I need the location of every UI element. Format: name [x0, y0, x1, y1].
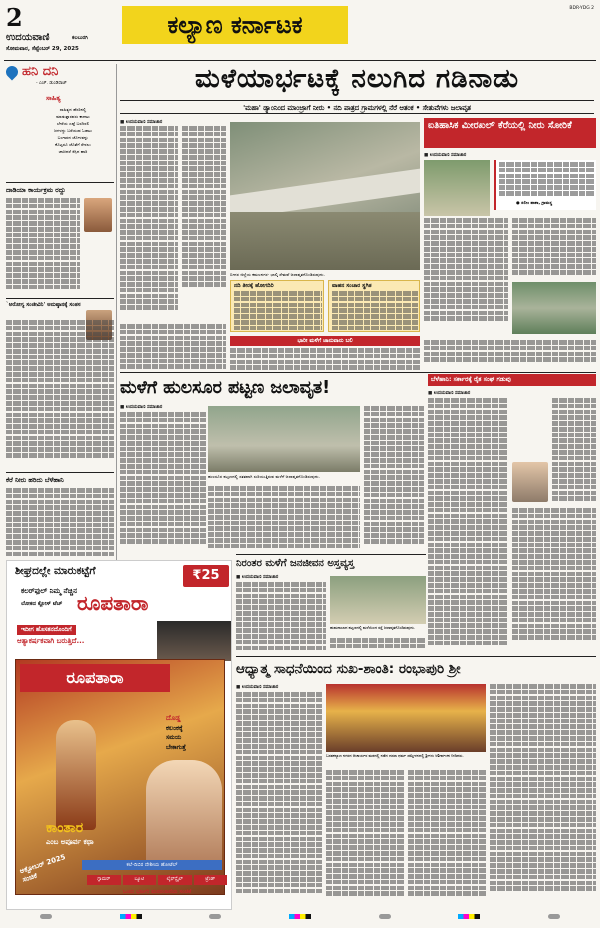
divider — [120, 372, 596, 373]
poem-line: ಚಾಚಿದರೆ ಕಿಗ್ಗಿದ ಹಾರಿ — [58, 149, 88, 154]
divider — [236, 554, 426, 555]
reporter-photo — [84, 198, 112, 232]
lead-body — [230, 348, 420, 370]
cover-line2: ಕಲಂಕಕ್ಕೆ — [166, 724, 183, 732]
magazine-cover — [15, 659, 225, 895]
reg-mark — [379, 914, 391, 919]
footer-tag: ಟ್ರೆಂಡ್ — [194, 875, 228, 885]
info-box — [230, 280, 324, 332]
brand-title: ಹನಿ ದನಿ — [22, 64, 59, 79]
ad-brand: ರೂಪತಾರಾ — [77, 591, 149, 615]
reg-mark — [120, 914, 142, 919]
box-body — [234, 291, 322, 331]
divider — [6, 182, 114, 183]
footer-tag: ಲೈಫ್‌ಸ್ಟೈಲ್ — [158, 875, 192, 885]
spiritual-byline: ■ ಉದಯವಾಣಿ ಸಮಾಚಾರ — [236, 685, 279, 690]
header-rule — [4, 60, 596, 61]
govt-body — [428, 398, 508, 648]
poem-line: ಸಾಹಿತ್ಯದ ಹೆಸರಿನಲ್ಲಿ — [59, 107, 87, 112]
quote-box — [494, 160, 596, 210]
ad-tag1: ಇದೀಗ ಹೊಸತನದೊಂದಿಗೆ — [17, 625, 76, 635]
poem-line: ಬಂಗಾರದ ಜೋಳವನ್ನು — [57, 135, 89, 140]
right-body — [512, 218, 596, 278]
reg-mark — [209, 914, 221, 919]
poem-body — [32, 106, 114, 155]
story-body — [6, 488, 114, 560]
ad-tag2: ಆತ್ಯಾಕರ್ಷಕವಾಗಿ ಬರುತ್ತಿದೆ... — [17, 637, 85, 645]
reg-mark — [40, 914, 52, 919]
photo-caption: ಬೀದರ ಜಿಲ್ಲೆಯ ಕಮಲನಗರ- ಭಾಲ್ಕಿ ಸೇತುವೆ ಜಲಾವೃತಗೊಂಡಿರುವುದು. — [230, 272, 325, 277]
ad-footer-tags — [87, 875, 227, 885]
right-headline: ಐತಿಹಾಸಿಕ ಮೀರಖಲ್ ಕೆರೆಯಲ್ಲಿ ನೀರು ಸೋರಿಕೆ — [428, 120, 572, 131]
divider — [236, 656, 596, 657]
cover-strip: ಕಲೆ-ದಿಬಿರ ದೇಶೀಯ ಹೋಟೆಲ್ — [82, 860, 222, 870]
paper-name: ಉದಯವಾಣಿ — [6, 32, 50, 43]
registration-marks — [40, 914, 560, 920]
lead-byline: ■ ಉದಯವಾಣಿ ಸಮಾಚಾರ — [120, 120, 163, 125]
lead-body — [120, 126, 178, 320]
poem-line: ಜಗಳದ್ದು ಬರೆಯುವ ಓಡಾಟ — [54, 128, 92, 133]
box-title: ವಾಹನ ಸಂಚಾರ ಸ್ಥಗಿತ — [332, 283, 372, 289]
lead-photo — [230, 122, 420, 270]
reg-mark — [458, 914, 480, 919]
spiritual-body — [236, 692, 322, 904]
cover-line4: ಬೇಕಾಗುತ್ತೆ — [166, 744, 186, 751]
ad-footer: ಒಂದು ಭರ್ಜರಿ ಮನರಂಜನೆಯ ಸಂಚಿಕೆ — [122, 889, 192, 895]
govt-story — [428, 374, 596, 654]
hulsoor-body — [364, 406, 424, 552]
corner-code: BDR-YDG 2 — [569, 6, 594, 11]
reg-mark — [548, 914, 560, 919]
story-headline: `ಅರೋಗ್ಯ ಸಂಜೀವಿನಿ' ಅನುಷ್ಠಾನಕ್ಕೆ ಸಂತಸ — [6, 302, 81, 308]
footer-tag: ಬ್ಯೂಟಿ — [123, 875, 157, 885]
rain-photo — [330, 576, 426, 624]
poem-line: ಮಾಡುತ್ತಾರವರು ಕಾದಾಟ — [56, 114, 90, 119]
story-headline: ಕೆರೆ ನೀರು ಹರಿದು ಬೆಳೆಹಾನಿ — [6, 476, 64, 484]
cover-actress — [146, 760, 222, 870]
right-caption — [424, 340, 596, 368]
poem-title: ಸಾಹಿತ್ಯ — [46, 94, 61, 102]
issue-date: ಸೋಮವಾರ, ಸೆಪ್ಟೆಂಬರ್ 29, 2025 — [6, 46, 79, 52]
right-byline: ■ ಉದಯವಾಣಿ ಸಮಾಚಾರ — [424, 153, 467, 158]
edition-label: ಕಲಬುರಗಿ — [72, 35, 88, 41]
rain-byline: ■ ಉದಯವಾಣಿ ಸಮಾಚಾರ — [236, 575, 279, 580]
lead-subhead: ಭಾರೀ ಮಳೆಗೆ ಜಾನುವಾರು ಬಲಿ — [230, 336, 420, 346]
leader-photo — [512, 462, 548, 502]
drop-icon — [6, 64, 20, 80]
divider — [6, 298, 114, 299]
masthead — [4, 3, 596, 58]
photo-caption: ಬಸವಕಲ್ಯಾಣ ನಗರದ ಆಚಾರ್ಯರ ಮಠದಲ್ಲಿ ನಡೆದ ದಸರಾ ಧರ್ಮ ಸಮ್ಮೇಳನದಲ್ಲಿ ಶ್ರೀಗಳು ಆಶೀರ್ವಚನ ನೀಡಿದರು. — [326, 753, 464, 758]
cover-brand: ರೂಪತಾರಾ — [20, 664, 170, 692]
spiritual-body — [490, 684, 596, 904]
right-photo — [512, 282, 596, 334]
water-shape — [230, 212, 420, 270]
hulsoor-photo — [208, 406, 360, 472]
cover-sub: ಎಂಬ ಅಪೂರ್ವ ಕಥಾ — [46, 838, 94, 846]
hulsoor-headline: ಮಳೆಗೆ ಹುಲಸೂರ ಪಟ್ಟಣ ಜಲಾವೃತ! — [120, 378, 331, 398]
ad-line1: ಶೀಘ್ರದಲ್ಲೇ ಮಾರುಕಟ್ಟೆಗೆ — [15, 565, 96, 577]
page-number: 2 — [6, 3, 23, 32]
rain-headline: ನಿರಂತರ ಮಳೆಗೆ ಜನಜೀವನ ಅಸ್ತವ್ಯಸ್ತ — [236, 558, 355, 569]
section-banner: ಕಲ್ಯಾಣ ಕರ್ನಾಟಕ — [122, 6, 348, 44]
photo-caption: ಹುಲಸೂರ ಪಟ್ಟಣದಲ್ಲಿ ಸತತವಾಗಿ ಸುರಿಯುತ್ತಿರುವ ಮಳೆಗೆ ಜಲಾವೃತಗೊಂಡಿರುವುದು. — [208, 474, 320, 479]
right-photo — [424, 160, 490, 216]
govt-body — [552, 398, 596, 508]
spiritual-photo — [326, 684, 486, 752]
cover-line1: ದೊಡ್ಡ — [166, 714, 181, 722]
cover-movie: ಕಾಂತಾರ — [46, 820, 84, 836]
govt-headline: ಬೆಳೆಹಾನಿ: ಸರ್ಕಾರಕ್ಕೆ ರೈತ ಸಂಘ ಗಡುವು — [431, 376, 511, 383]
lead-body — [120, 324, 226, 370]
ad-actor-photo — [157, 621, 232, 661]
story-headline: ದಾಡಿಯಾ ಕಾರ್ಯಕ್ರಮ ರದ್ದು — [6, 186, 66, 194]
govt-byline: ■ ಉದಯವಾಣಿ ಸಮಾಚಾರ — [428, 391, 471, 396]
right-body — [424, 218, 508, 328]
hulsoor-byline: ■ ಉದಯವಾಣಿ ಸಮಾಚಾರ — [120, 405, 163, 410]
reg-mark — [289, 914, 311, 919]
box-body — [332, 291, 418, 331]
ad-price: ₹25 — [183, 565, 229, 587]
left-column — [6, 64, 114, 562]
quote-name: ● ಸಲೀಂ ಪಾಶಾ, ಗ್ರಾಮಸ್ಥ — [516, 200, 553, 205]
footer-tag: ಗ್ಲಾಮರ್ — [87, 875, 121, 885]
spiritual-headline: ಆಧ್ಯಾತ್ಮ ಸಾಧನೆಯಿಂದ ಸುಖ-ಶಾಂತಿ: ರಂಭಾಪುರಿ ಶ್ರೀ — [236, 661, 461, 677]
lead-body — [182, 126, 226, 320]
story-body — [6, 198, 80, 294]
hulsoor-body — [208, 486, 360, 552]
poem-line: ಬೇರೆಯ ಎಷ್ಟೆ ಬರದಿರಲಿ — [56, 121, 90, 126]
brand-author: - ಎಚ್. ಡುಂಡಿರಾಜ್ — [36, 81, 67, 86]
poem-line: ಕೊಟ್ಟರೂ ಜೊತೆಗೆ ಸೇರಲು — [55, 142, 91, 147]
info-box — [328, 280, 420, 332]
govt-body — [512, 508, 596, 648]
divider — [6, 472, 114, 473]
column-rule — [116, 64, 117, 560]
cover-issue: ಅಕ್ಟೋಬರ್ 2025 ಸಂಚಿಕೆ — [18, 852, 67, 884]
box-title: ನದಿ ತೀರಕ್ಕೆ ಹೋಗದಿರಿ — [234, 283, 274, 289]
spiritual-body — [408, 770, 486, 904]
ad-line2: ಕಲರ್‌ಫುಲ್ ನಿಮ್ಮ ನೆಚ್ಚಿನ — [21, 587, 77, 595]
lead-strap: 'ಮಹಾ' ಡ್ಯಾಂನಿಂದ ಮಾಂಜ್ರಾಗೆ ನೀರು • ನದಿ ಪಾತ್ರದ ಗ್ರಾಮಗಳಲ್ಲಿ ನೆರೆ ಆತಂಕ • ಸೇತುವೆಗಳು ಜಲಾವೃತ — [120, 100, 594, 114]
rain-body — [236, 582, 326, 652]
hulsoor-body — [120, 412, 206, 552]
ad-line3: ಲೋಕದ ಕ್ಲೋಸ್ ಟೆಚ್ — [21, 601, 63, 607]
lead-headline: ಮಳೆಯಾರ್ಭಟಕ್ಕೆ ನಲುಗಿದ ಗಡಿನಾಡು — [195, 64, 519, 94]
story-body — [6, 320, 114, 468]
magazine-ad[interactable] — [6, 560, 232, 910]
cover-figure — [56, 720, 96, 830]
right-story — [424, 118, 596, 370]
quote-text — [499, 162, 595, 198]
spiritual-body — [326, 770, 404, 904]
photo-caption: ಹುಮನಾಬಾದ ಪಟ್ಟಣದಲ್ಲಿ ಮಳೆಯಿಂದ ರಸ್ತೆ ಜಲಾವೃತಗೊಂಡಿರುವುದು. — [330, 625, 415, 630]
cover-line3: ಸಮಯ — [166, 734, 182, 741]
rain-body — [330, 638, 426, 654]
